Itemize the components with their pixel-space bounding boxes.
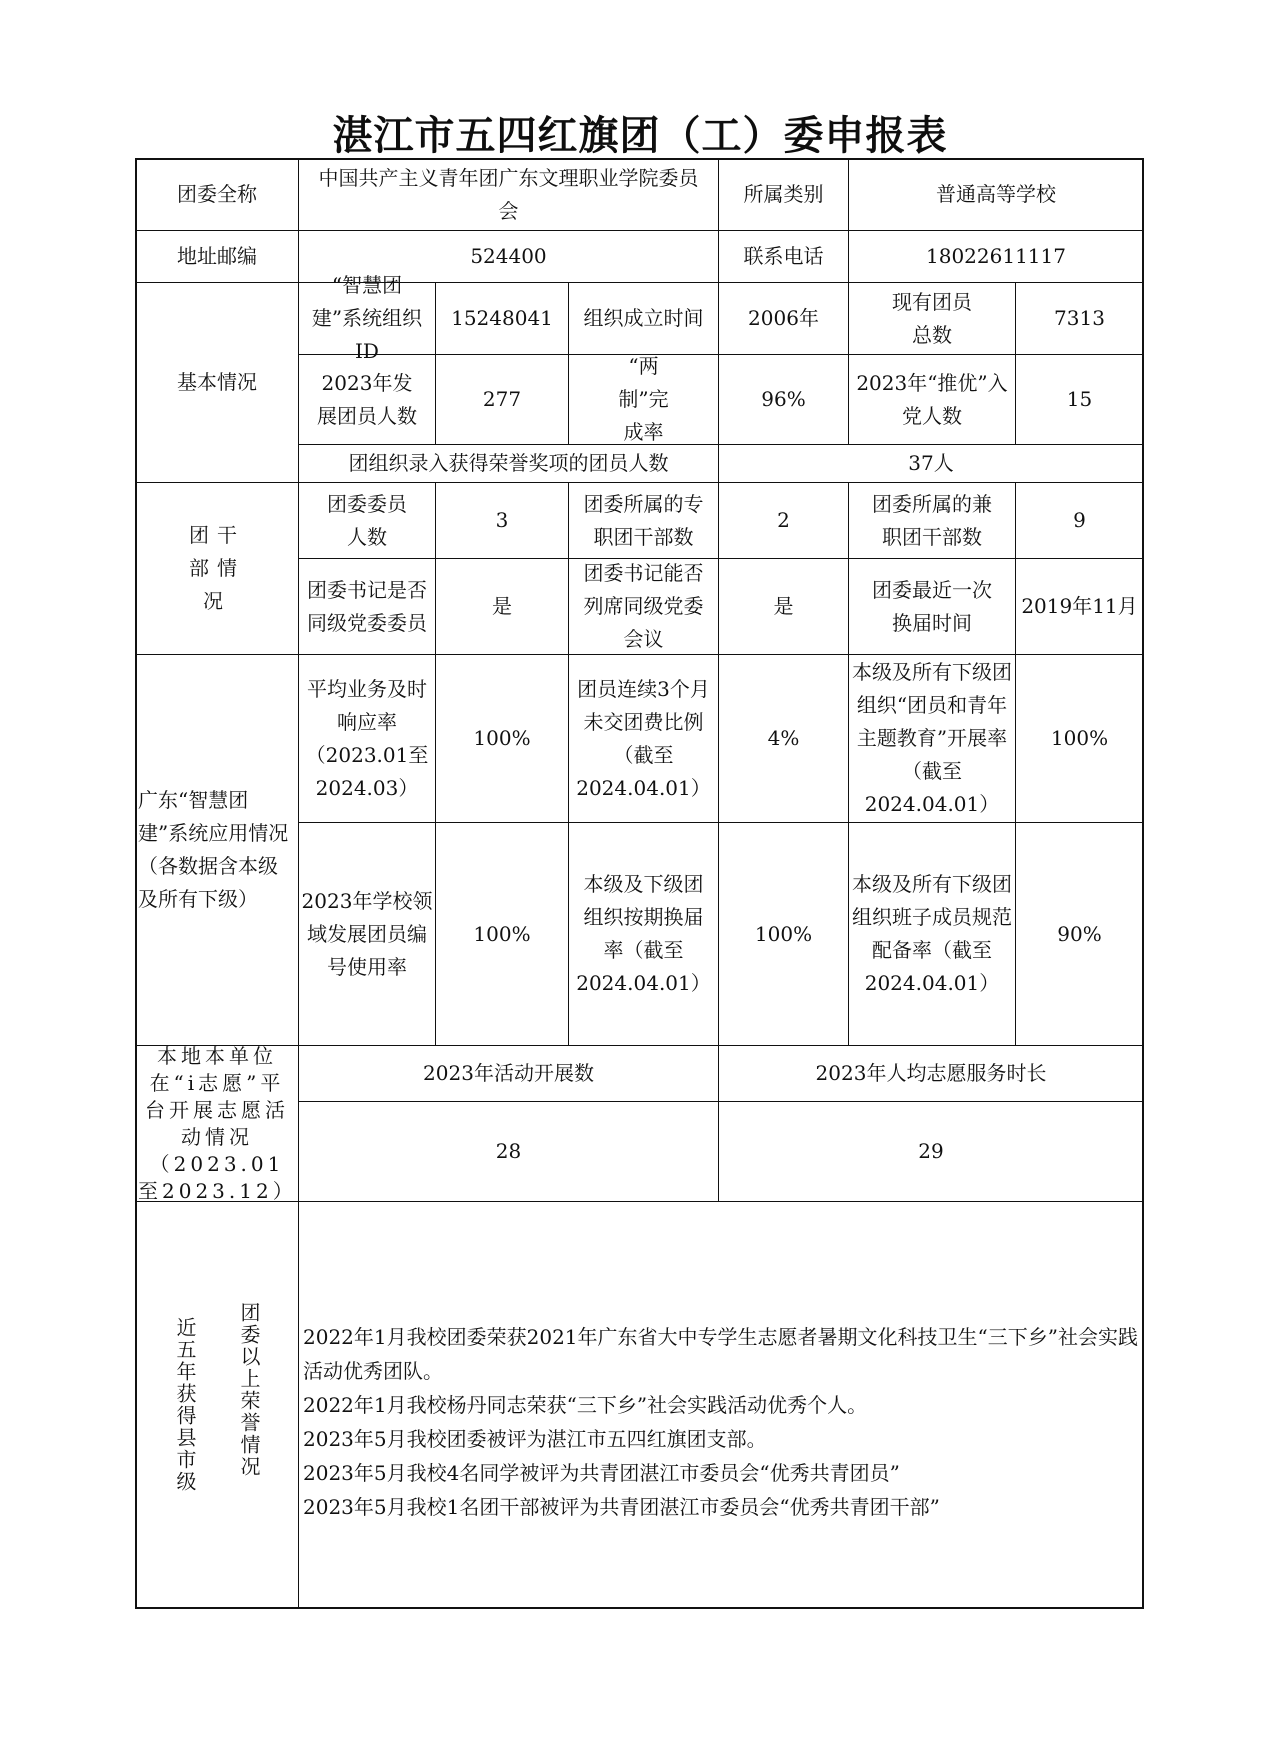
label-category: 所属类别: [718, 158, 849, 231]
honors-items: [301, 1320, 1141, 1524]
honor-item: 2023年5月我校4名同学被评为共青团湛江市委员会“优秀共青团员”: [303, 1461, 900, 1485]
value-honor-count: 37人: [718, 444, 1144, 483]
form-title: 湛江市五四红旗团（工）委申报表: [332, 113, 948, 159]
label-education-rate: 本级及所有下级团组织“团员和青年主题教育”开展率（截至2024.04.01）: [848, 654, 1016, 823]
value-tuiyou: 15: [1015, 354, 1144, 445]
value-postcode: 524400: [298, 230, 719, 283]
label-unpaid-fees: 团员连续3个月未交团费比例（截至2024.04.01）: [568, 654, 719, 823]
label-postcode: 地址邮编: [135, 230, 299, 283]
value-founded: 2006年: [718, 282, 849, 355]
value-staffing-rate: 90%: [1015, 822, 1144, 1046]
label-fulltime: 团委所属的专职团干部数: [568, 482, 719, 559]
value-unpaid-fees: 4%: [718, 654, 849, 823]
value-last-election: 2019年11月: [1015, 558, 1144, 655]
label-smart-system: 广东“智慧团建”系统应用情况（各数据含本级及所有下级）: [135, 654, 299, 1046]
label-members: 现有团员总数: [848, 282, 1016, 355]
value-activities: 28: [298, 1101, 719, 1202]
label-full-name: 团委全称: [135, 158, 299, 231]
value-committee: 3: [435, 482, 569, 559]
label-phone: 联系电话: [718, 230, 849, 283]
value-response-rate: 100%: [435, 654, 569, 823]
value-fulltime: 2: [718, 482, 849, 559]
label-numbering-rate: 2023年学校领域发展团员编号使用率: [298, 822, 436, 1046]
value-education-rate: 100%: [1015, 654, 1144, 823]
label-cadres: [135, 482, 299, 655]
label-liangzhi: “两制”完成率: [568, 354, 719, 445]
label-org-id: “智慧团建”系统组织ID: [298, 282, 436, 355]
label-founded: 组织成立时间: [568, 282, 719, 355]
label-honors: [135, 1201, 299, 1609]
value-dev-members: 277: [435, 354, 569, 445]
label-staffing-rate: 本级及所有下级团组织班子成员规范配备率（截至2024.04.01）: [848, 822, 1016, 1046]
value-numbering-rate: 100%: [435, 822, 569, 1046]
label-response-rate: 平均业务及时响应率（2023.01至2024.03）: [298, 654, 436, 823]
label-volunteer: 本地本单位在“i志愿”平台开展志愿活动情况（2023.01至2023.12）: [135, 1045, 299, 1202]
label-tuiyou: 2023年“推优”入党人数: [848, 354, 1016, 445]
value-liangzhi: 96%: [718, 354, 849, 445]
honor-item: 2022年1月我校团委荣获2021年广东省大中专学生志愿者暑期文化科技卫生“三下乡”社会实践活动优秀团队。: [303, 1325, 1138, 1383]
label-basic-info: 基本情况: [135, 282, 299, 483]
honors-list: [298, 1201, 1144, 1609]
value-org-id: 15248041: [435, 282, 569, 355]
value-phone: 18022611117: [848, 230, 1144, 283]
label-secretary-member: 团委书记是否同级党委委员: [298, 558, 436, 655]
value-parttime: 9: [1015, 482, 1144, 559]
label-honors-col2: 团委以上荣誉情况: [237, 1302, 261, 1478]
honor-item: 2023年5月我校1名团干部被评为共青团湛江市委员会“优秀共青团干部”: [303, 1495, 940, 1519]
label-activities: 2023年活动开展数: [298, 1045, 719, 1102]
honor-item: 2022年1月我校杨丹同志荣获“三下乡”社会实践活动优秀个人。: [303, 1393, 868, 1417]
honor-item: 2023年5月我校团委被评为湛江市五四红旗团支部。: [303, 1427, 767, 1451]
label-volunteer-hours: 2023年人均志愿服务时长: [718, 1045, 1144, 1102]
label-committee: 团委委员人数: [298, 482, 436, 559]
value-secretary-member: 是: [435, 558, 569, 655]
value-secretary-attend: 是: [718, 558, 849, 655]
label-honor-count: 团组织录入获得荣誉奖项的团员人数: [298, 444, 719, 483]
label-secretary-attend: 团委书记能否列席同级党委会议: [568, 558, 719, 655]
label-cadres-text: 团干部情况: [189, 523, 245, 613]
label-dev-members: 2023年发展团员人数: [298, 354, 436, 445]
value-category: 普通高等学校: [848, 158, 1144, 231]
label-last-election: 团委最近一次换届时间: [848, 558, 1016, 655]
value-full-name: 中国共产主义青年团广东文理职业学院委员会: [298, 158, 719, 231]
label-election-rate: 本级及下级团组织按期换届率（截至2024.04.01）: [568, 822, 719, 1046]
value-members: 7313: [1015, 282, 1144, 355]
value-election-rate: 100%: [718, 822, 849, 1046]
label-honors-col1: 近五年获得县市级: [173, 1317, 197, 1493]
value-volunteer-hours: 29: [718, 1101, 1144, 1202]
label-parttime: 团委所属的兼职团干部数: [848, 482, 1016, 559]
